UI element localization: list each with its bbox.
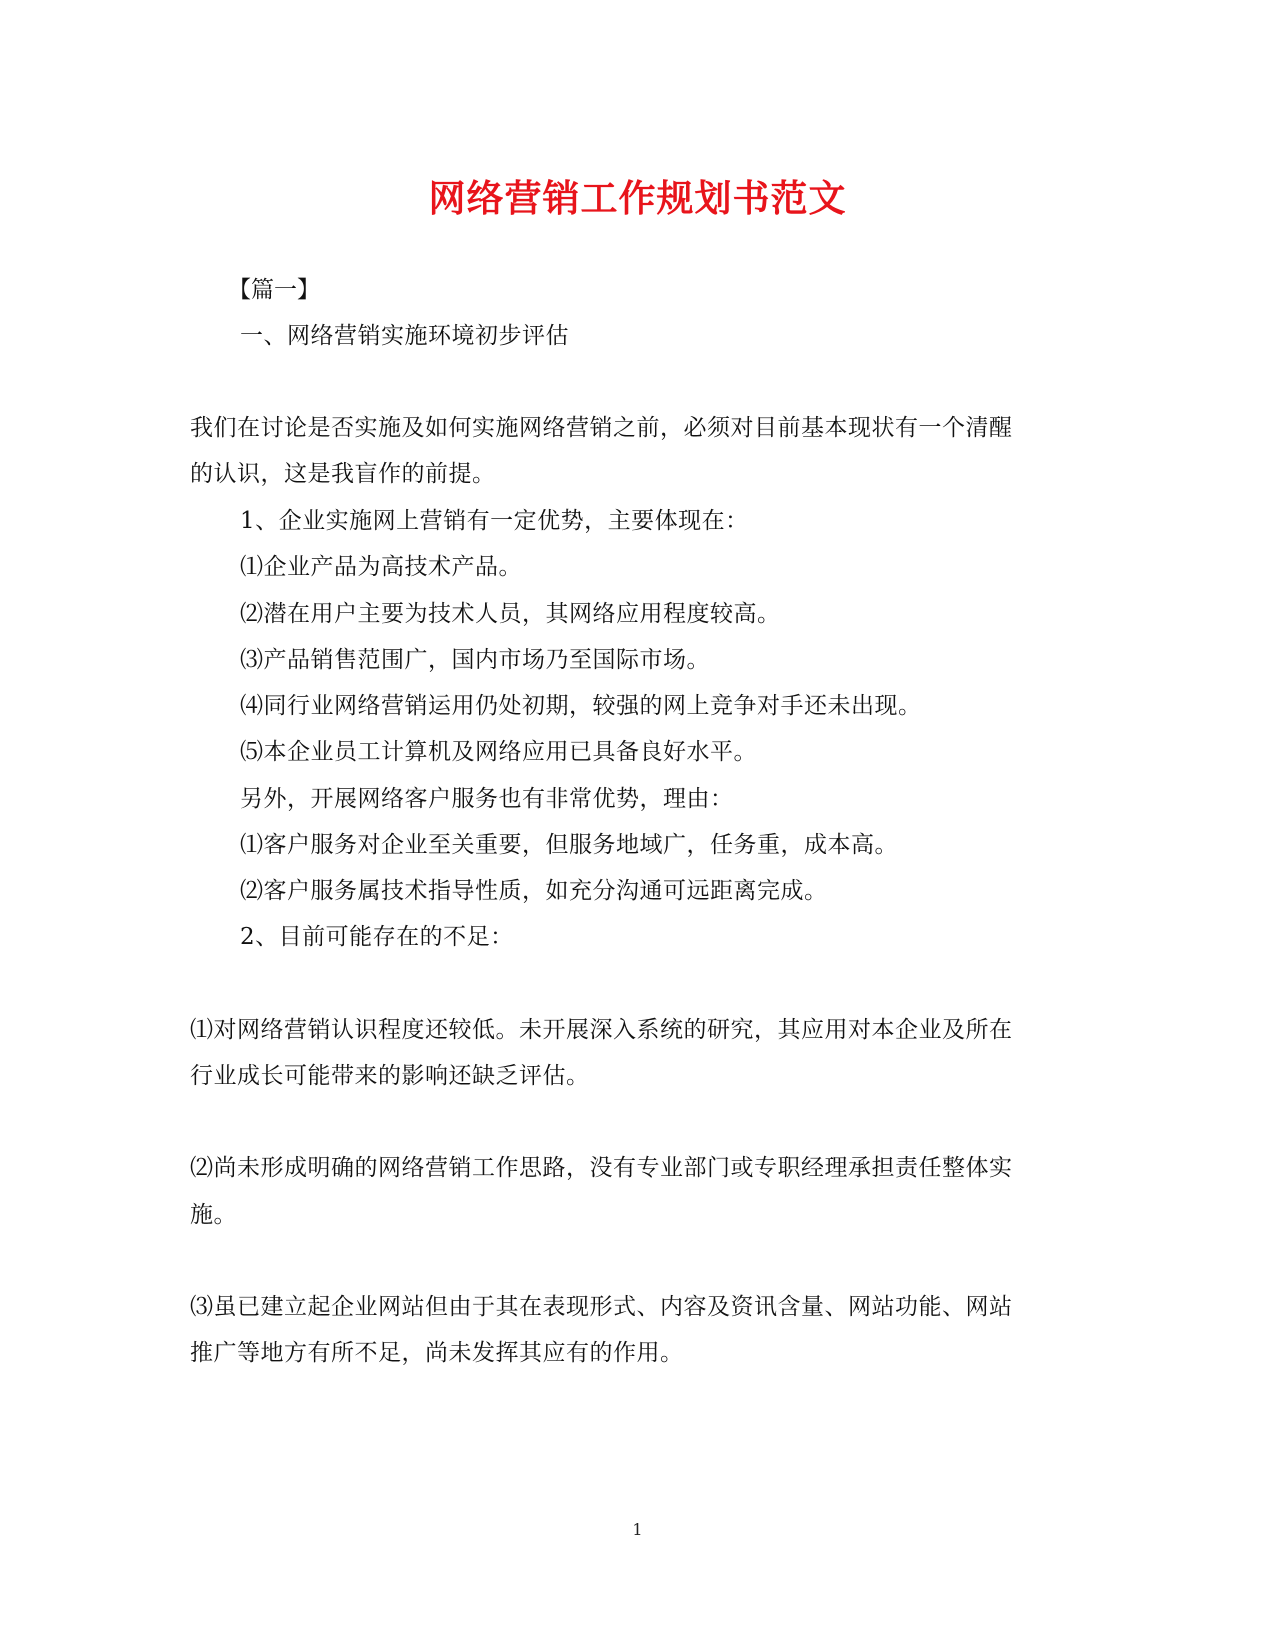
list-item: ⑸本企业员工计算机及网络应用已具备良好水平。 (240, 739, 757, 765)
paragraph-line: 的认识，这是我盲作的前提。 (190, 461, 496, 487)
section-label: 【篇一】 (228, 277, 320, 303)
list-item: ⑴客户服务对企业至关重要，但服务地域广，任务重，成本高。 (240, 832, 898, 858)
shortcoming-line: 推广等地方有所不足，尚未发挥其应有的作用。 (190, 1340, 684, 1366)
list-item: ⑷同行业网络营销运用仍处初期，较强的网上竞争对手还未出现。 (240, 693, 922, 719)
list-item: ⑵潜在用户主要为技术人员，其网络应用程度较高。 (240, 601, 781, 627)
list-item: ⑴企业产品为高技术产品。 (240, 554, 522, 580)
list-item: ⑵客户服务属技术指导性质，如充分沟通可远距离完成。 (240, 878, 828, 904)
shortcoming-line: ⑵尚未形成明确的网络营销工作思路，没有专业部门或专职经理承担责任整体实 (190, 1155, 1013, 1181)
paragraph-line: 我们在讨论是否实施及如何实施网络营销之前，必须对目前基本现状有一个清醒 (190, 415, 1013, 441)
shortcoming-line: 行业成长可能带来的影响还缺乏评估。 (190, 1063, 590, 1089)
section-heading: 一、网络营销实施环境初步评估 (240, 323, 569, 349)
shortcoming-line: ⑴对网络营销认识程度还较低。未开展深入系统的研究，其应用对本企业及所在 (190, 1017, 1013, 1043)
page-number: 1 (632, 1520, 643, 1539)
shortcoming-line: ⑶虽已建立起企业网站但由于其在表现形式、内容及资讯含量、网站功能、网站 (190, 1294, 1013, 1320)
shortcoming-line: 施。 (190, 1202, 237, 1228)
list-item: ⑶产品销售范围广，国内市场乃至国际市场。 (240, 647, 710, 673)
service-intro: 另外，开展网络客户服务也有非常优势，理由： (240, 786, 734, 812)
shortcomings-intro: 2、目前可能存在的不足： (240, 924, 514, 950)
document-title: 网络营销工作规划书范文 (428, 176, 847, 220)
advantages-intro: 1、企业实施网上营销有一定优势，主要体现在： (240, 508, 749, 534)
